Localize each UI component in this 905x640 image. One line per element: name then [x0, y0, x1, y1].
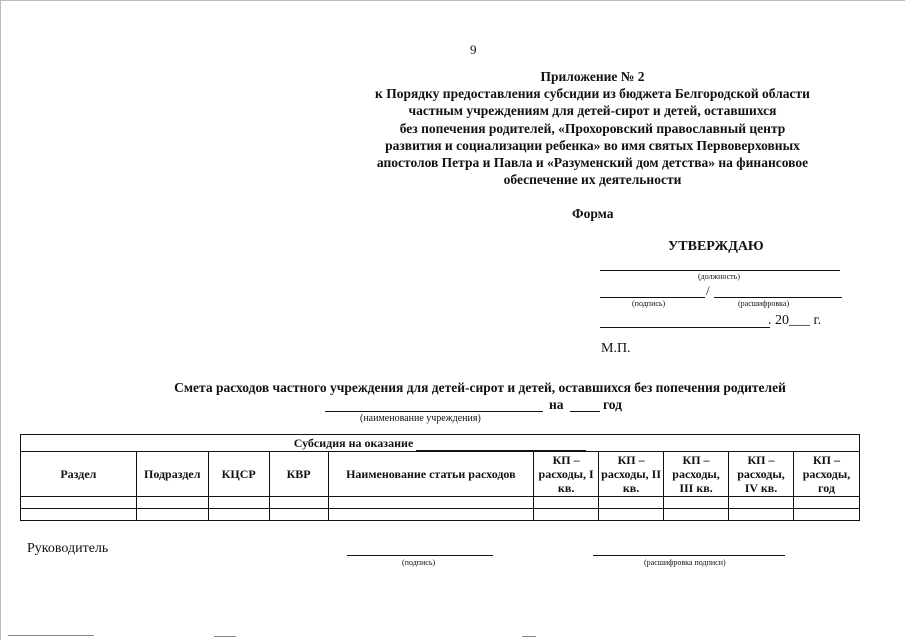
slash: / — [706, 283, 710, 298]
annex-line: апостолов Петра и Павла и «Разуменский дом детства» на финансовое — [376, 155, 809, 171]
col-header: КП – расходы, III кв. — [664, 452, 729, 497]
page-edge-top — [0, 0, 905, 1]
annex-line: без попечения родителей, «Прохоровский православный центр — [399, 120, 786, 136]
subsidy-label: Субсидия на оказание — [293, 435, 414, 450]
head-signature-caption: (подпись) — [402, 558, 436, 567]
header-row — [21, 452, 860, 497]
col-header: КП – расходы, II кв. — [599, 452, 664, 497]
col-header: КП – расходы, I кв. — [534, 452, 599, 497]
col-header: КВР — [269, 452, 328, 497]
stamp-label: М.П. — [601, 341, 631, 356]
col-header: Подраздел — [136, 452, 208, 497]
estimate-title: Смета расходов частного учреждения для детей-сирот и детей, оставшихся без попечения родителей — [174, 380, 786, 395]
position-line — [600, 270, 840, 271]
year-line — [570, 411, 600, 412]
year-label: год — [603, 397, 622, 412]
on-label: на — [549, 397, 564, 412]
page-number: 9 — [470, 42, 477, 57]
decode-line — [714, 297, 842, 298]
annex-title: Приложение № 2 — [540, 69, 645, 84]
col-header: Наименование статьи расходов — [328, 452, 534, 497]
institution-caption: (наименование учреждения) — [360, 413, 481, 424]
institution-line — [325, 411, 543, 412]
annex-line: к Порядку предоставления субсидии из бюджета Белгородской области — [375, 86, 810, 102]
head-signature-line — [347, 555, 493, 556]
signature-caption: (подпись) — [632, 299, 666, 308]
date-suffix: . 20___ г. — [768, 313, 822, 328]
col-header: КП – расходы, IV кв. — [729, 452, 794, 497]
annex-line: обеспечение их деятельности — [503, 172, 682, 188]
approve-title: УТВЕРЖДАЮ — [668, 239, 764, 254]
head-decode-caption: (расшифровка подписи) — [644, 558, 726, 567]
annex-block — [330, 68, 855, 188]
page-edge-left — [0, 0, 1, 640]
scan-artifact — [8, 635, 94, 636]
scan-artifact — [522, 636, 536, 637]
col-header: КЦСР — [208, 452, 269, 497]
form-label: Форма — [572, 206, 614, 221]
position-caption: (должность) — [698, 272, 740, 281]
table-row — [21, 509, 860, 521]
signature-line — [600, 297, 705, 298]
annex-line: развития и социализации ребенка» во имя святых Первоверховных — [385, 137, 800, 153]
subsidy-blank — [416, 440, 586, 451]
col-header: Раздел — [21, 452, 137, 497]
annex-line: частным учреждениям для детей-сирот и детей, оставшихся — [408, 103, 777, 119]
head-label: Руководитель — [27, 541, 109, 556]
head-decode-line — [593, 555, 785, 556]
col-header: КП – расходы, год — [793, 452, 859, 497]
subsidy-row — [21, 435, 860, 452]
date-line — [600, 327, 770, 328]
decode-caption: (расшифровка) — [738, 299, 790, 308]
subsidy-cell — [21, 435, 860, 452]
estimate-table — [20, 434, 860, 521]
table-row — [21, 497, 860, 509]
scan-artifact — [214, 636, 236, 637]
